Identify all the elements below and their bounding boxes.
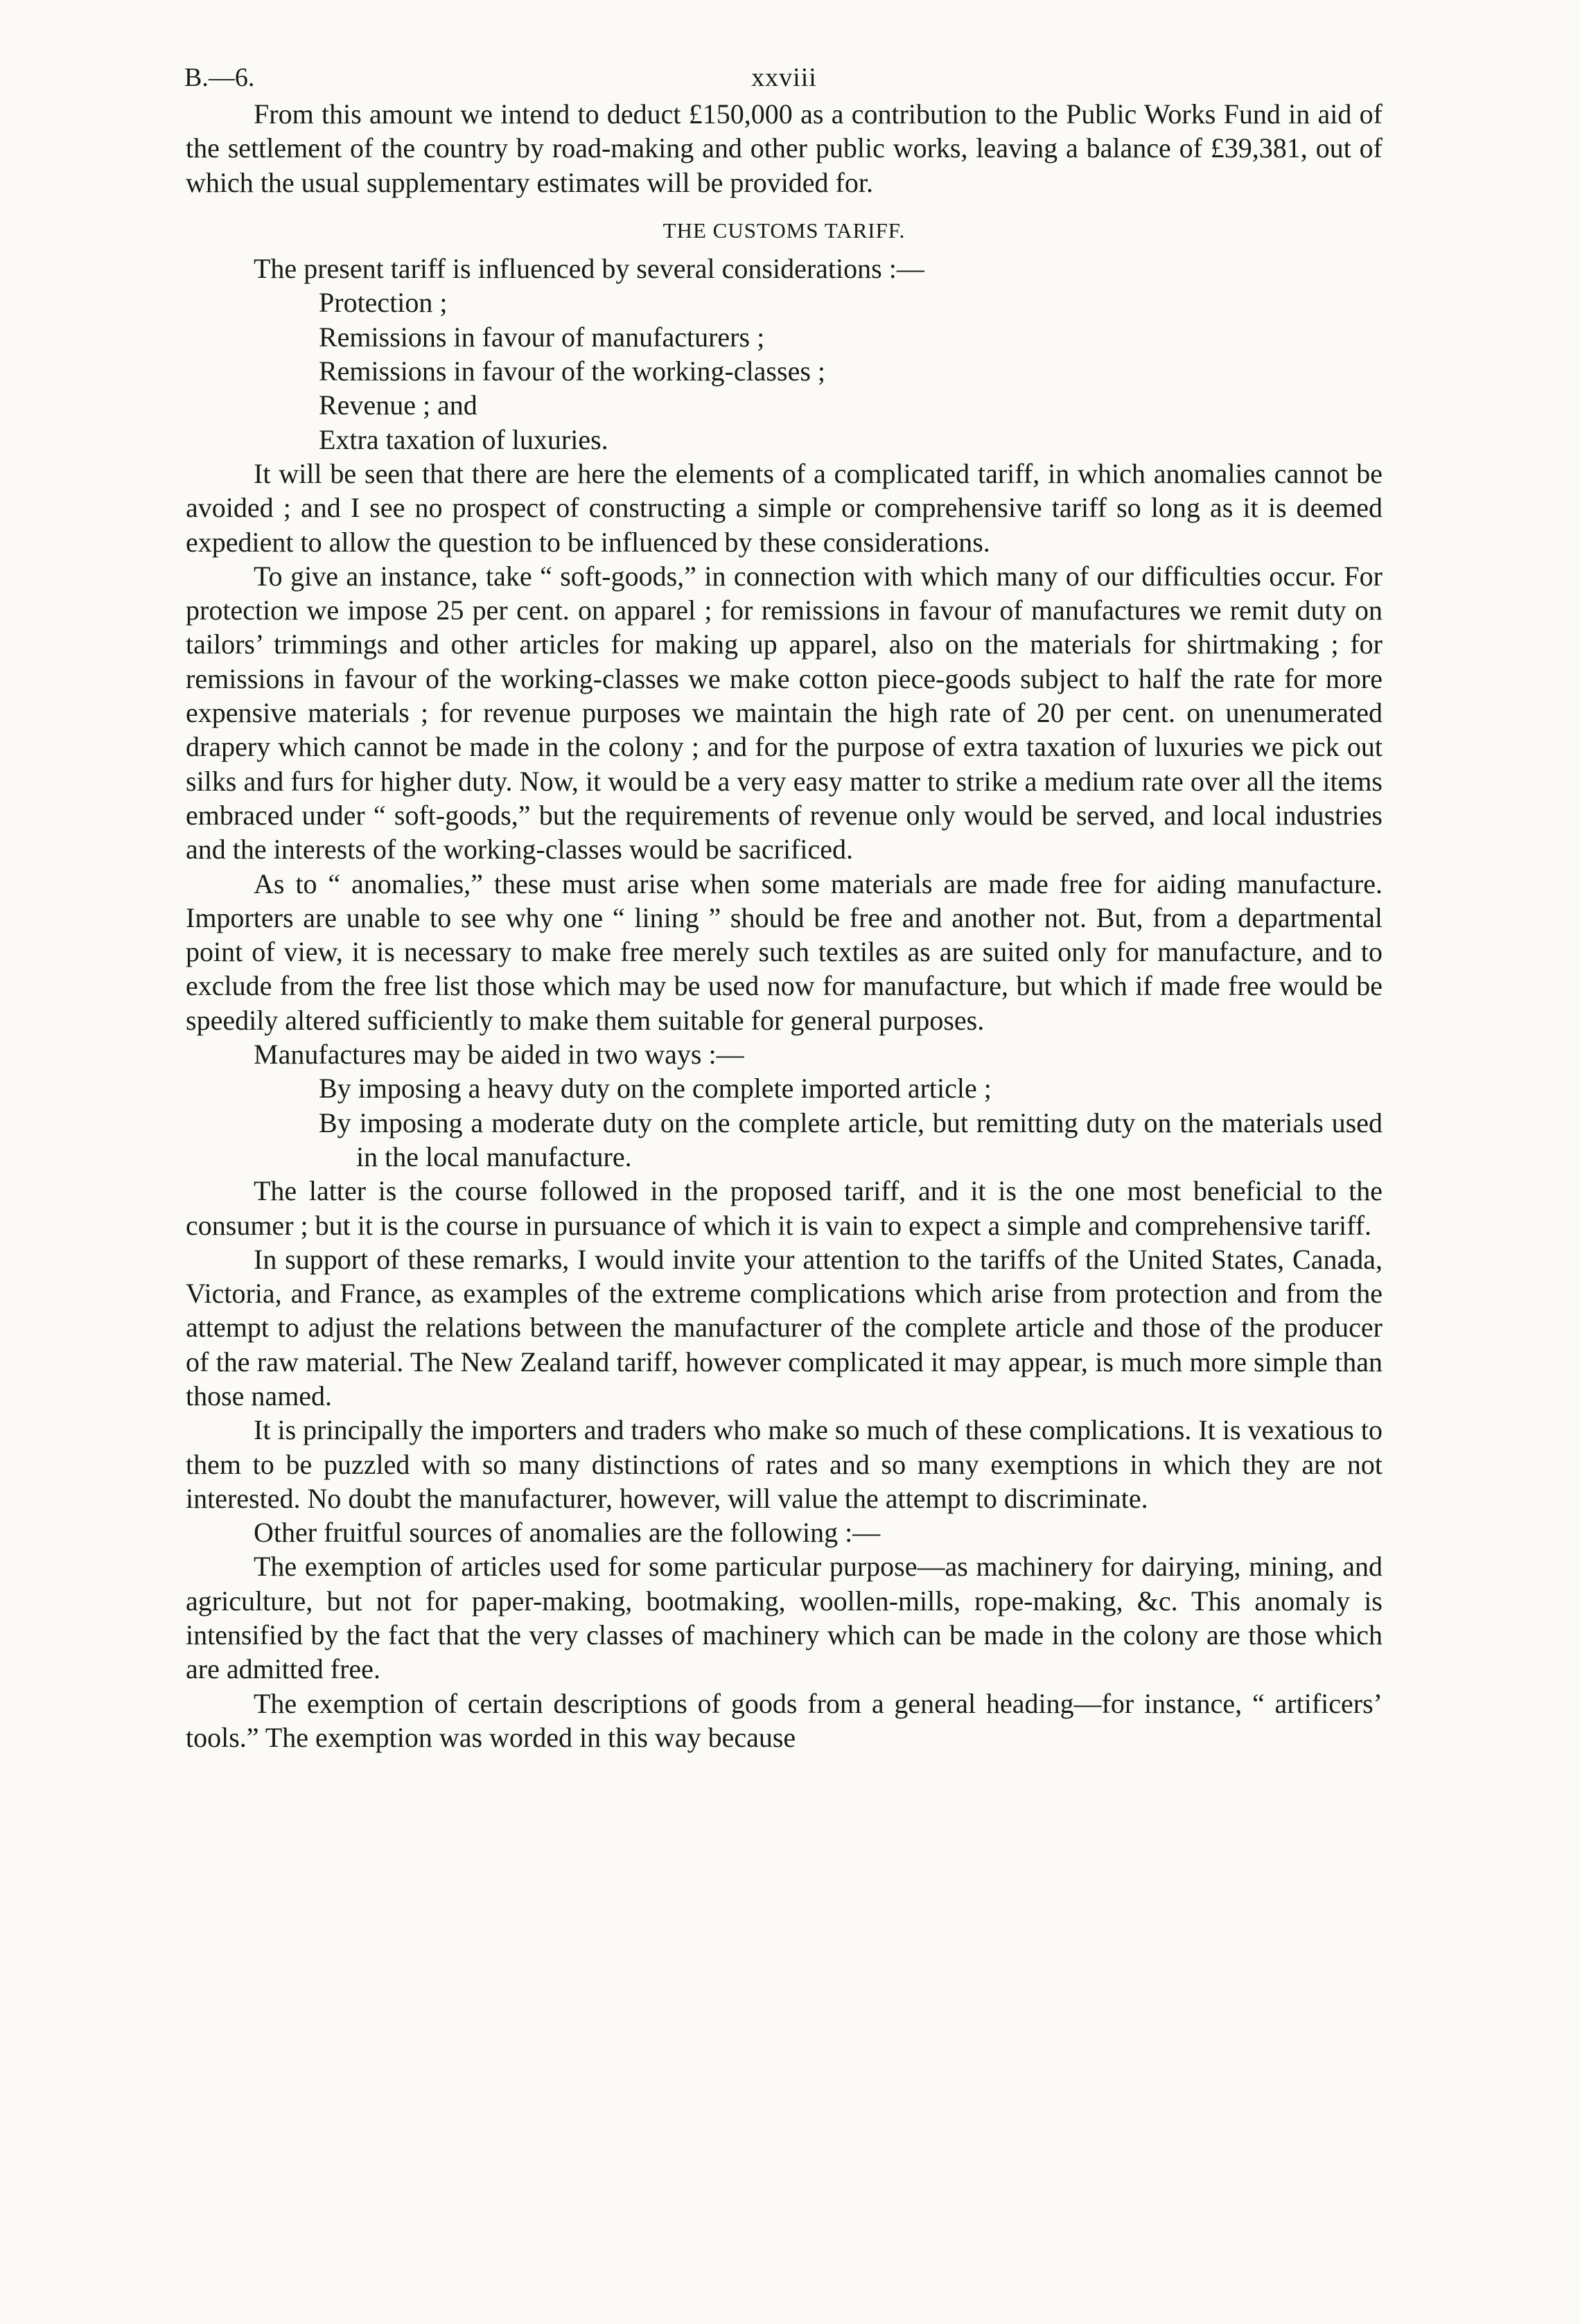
list-item: Protection ;	[319, 287, 448, 319]
considerations-list	[186, 285, 1382, 456]
page-number: xxviii	[751, 63, 817, 92]
list-item: By imposing a heavy duty on the complete imported article ;	[319, 1073, 992, 1104]
page-header	[186, 49, 1382, 97]
list-item: Extra taxation of luxuries.	[319, 423, 608, 455]
paragraph: Manufactures may be aided in two ways :—	[254, 1039, 744, 1071]
document-body	[186, 97, 1382, 1754]
paragraph: The exemption of certain descriptions of goods from a general heading—for instance, “ artificers’ tools.” The exemption was worded in this way because	[186, 1687, 1382, 1753]
paragraph: It is principally the importers and traders who make so much of these complications. It is vexatious to them to be puzzled with so many distinctions of rates and so many exemptions in which they are not interested. No doubt the manufacturer, however, will value the attempt to discriminate.	[186, 1414, 1382, 1514]
paragraph: The latter is the course followed in the proposed tariff, and it is the one most beneficial to the consumer ; but it is the course in pursuance of which it is vain to expect a simple and comprehensive tariff.	[186, 1175, 1382, 1241]
paragraph: In support of these remarks, I would invite your attention to the tariffs of the United States, Canada, Victoria, and France, as examples of the extreme complications which arise from protection and from the attempt to adjust the relations between the manufacturer of the complete article and those of the producer of the raw material. The New Zealand tariff, however complicated it may appear, is much more simple than those named.	[186, 1243, 1382, 1411]
paragraph: It will be seen that there are here the elements of a complicated tariff, in which anomalies cannot be avoided ; and I see no prospect of constructing a simple or comprehensive tariff so long as it is deemed expedient to allow the question to be influenced by these considerations.	[186, 457, 1382, 558]
paragraph: The exemption of articles used for some particular purpose—as machinery for dairying, mining, and agriculture, but not for paper-making, bootmaking, woollen-mills, rope-making, &c. This anomaly is intensified by the fact that the very classes of machinery which can be made in the colony are those which are admitted free.	[186, 1551, 1382, 1685]
list-item: Remissions in favour of manufacturers ;	[319, 321, 765, 353]
list-item: Revenue ; and	[319, 389, 477, 421]
paragraph: The present tariff is influenced by several considerations :—	[254, 253, 924, 285]
paragraph: To give an instance, take “ soft-goods,” in connection with which many of our difficulties occur. For protection we impose 25 per cent. on apparel ; for remissions in favour of manufactures we remit duty on tailors’ trimmings and other articles for making up apparel, also on the materials for shirtmaking ; for remissions in favour of the working-classes we make cotton piece-goods subject to half the rate for more expensive materials ; for revenue purposes we maintain the high rate of 20 per cent. on unenumerated drapery which cannot be made in the colony ; and for the purpose of extra taxation of luxuries we pick out silks and furs for higher duty. Now, it would be a very easy matter to strike a medium rate over all the items embraced under “ soft-goods,” but the requirements of revenue only would be served, and local industries and the interests of the working-classes would be sacrificed.	[186, 560, 1382, 865]
paragraph: From this amount we intend to deduct £150,000 as a contribution to the Public Works Fund in aid of the settlement of the country by road-making and other public works, leaving a balance of £39,381, out of which the usual supplementary estimates will be provided for.	[186, 98, 1382, 198]
section-heading: THE CUSTOMS TARIFF.	[662, 218, 906, 243]
aid-methods-list	[186, 1071, 1382, 1174]
paragraph: As to “ anomalies,” these must arise when some materials are made free for aiding manufacture. Importers are unable to see why one “ lining ” should be free and another not. But, from a departmental point of view, it is necessary to make free merely such textiles as are suited only for manufacture, and to exclude from the free list those which may be used now for manufacture, but which if made free would be speedily altered sufficiently to make them suitable for general purposes.	[186, 868, 1382, 1036]
document-reference: B.—6.	[184, 63, 255, 92]
document-page	[186, 49, 1382, 1754]
paragraph: Other fruitful sources of anomalies are the following :—	[254, 1517, 881, 1549]
list-item: By imposing a moderate duty on the complete article, but remitting duty on the materials used in the local manufacture.	[319, 1107, 1382, 1172]
list-item: Remissions in favour of the working-classes ;	[319, 355, 825, 387]
